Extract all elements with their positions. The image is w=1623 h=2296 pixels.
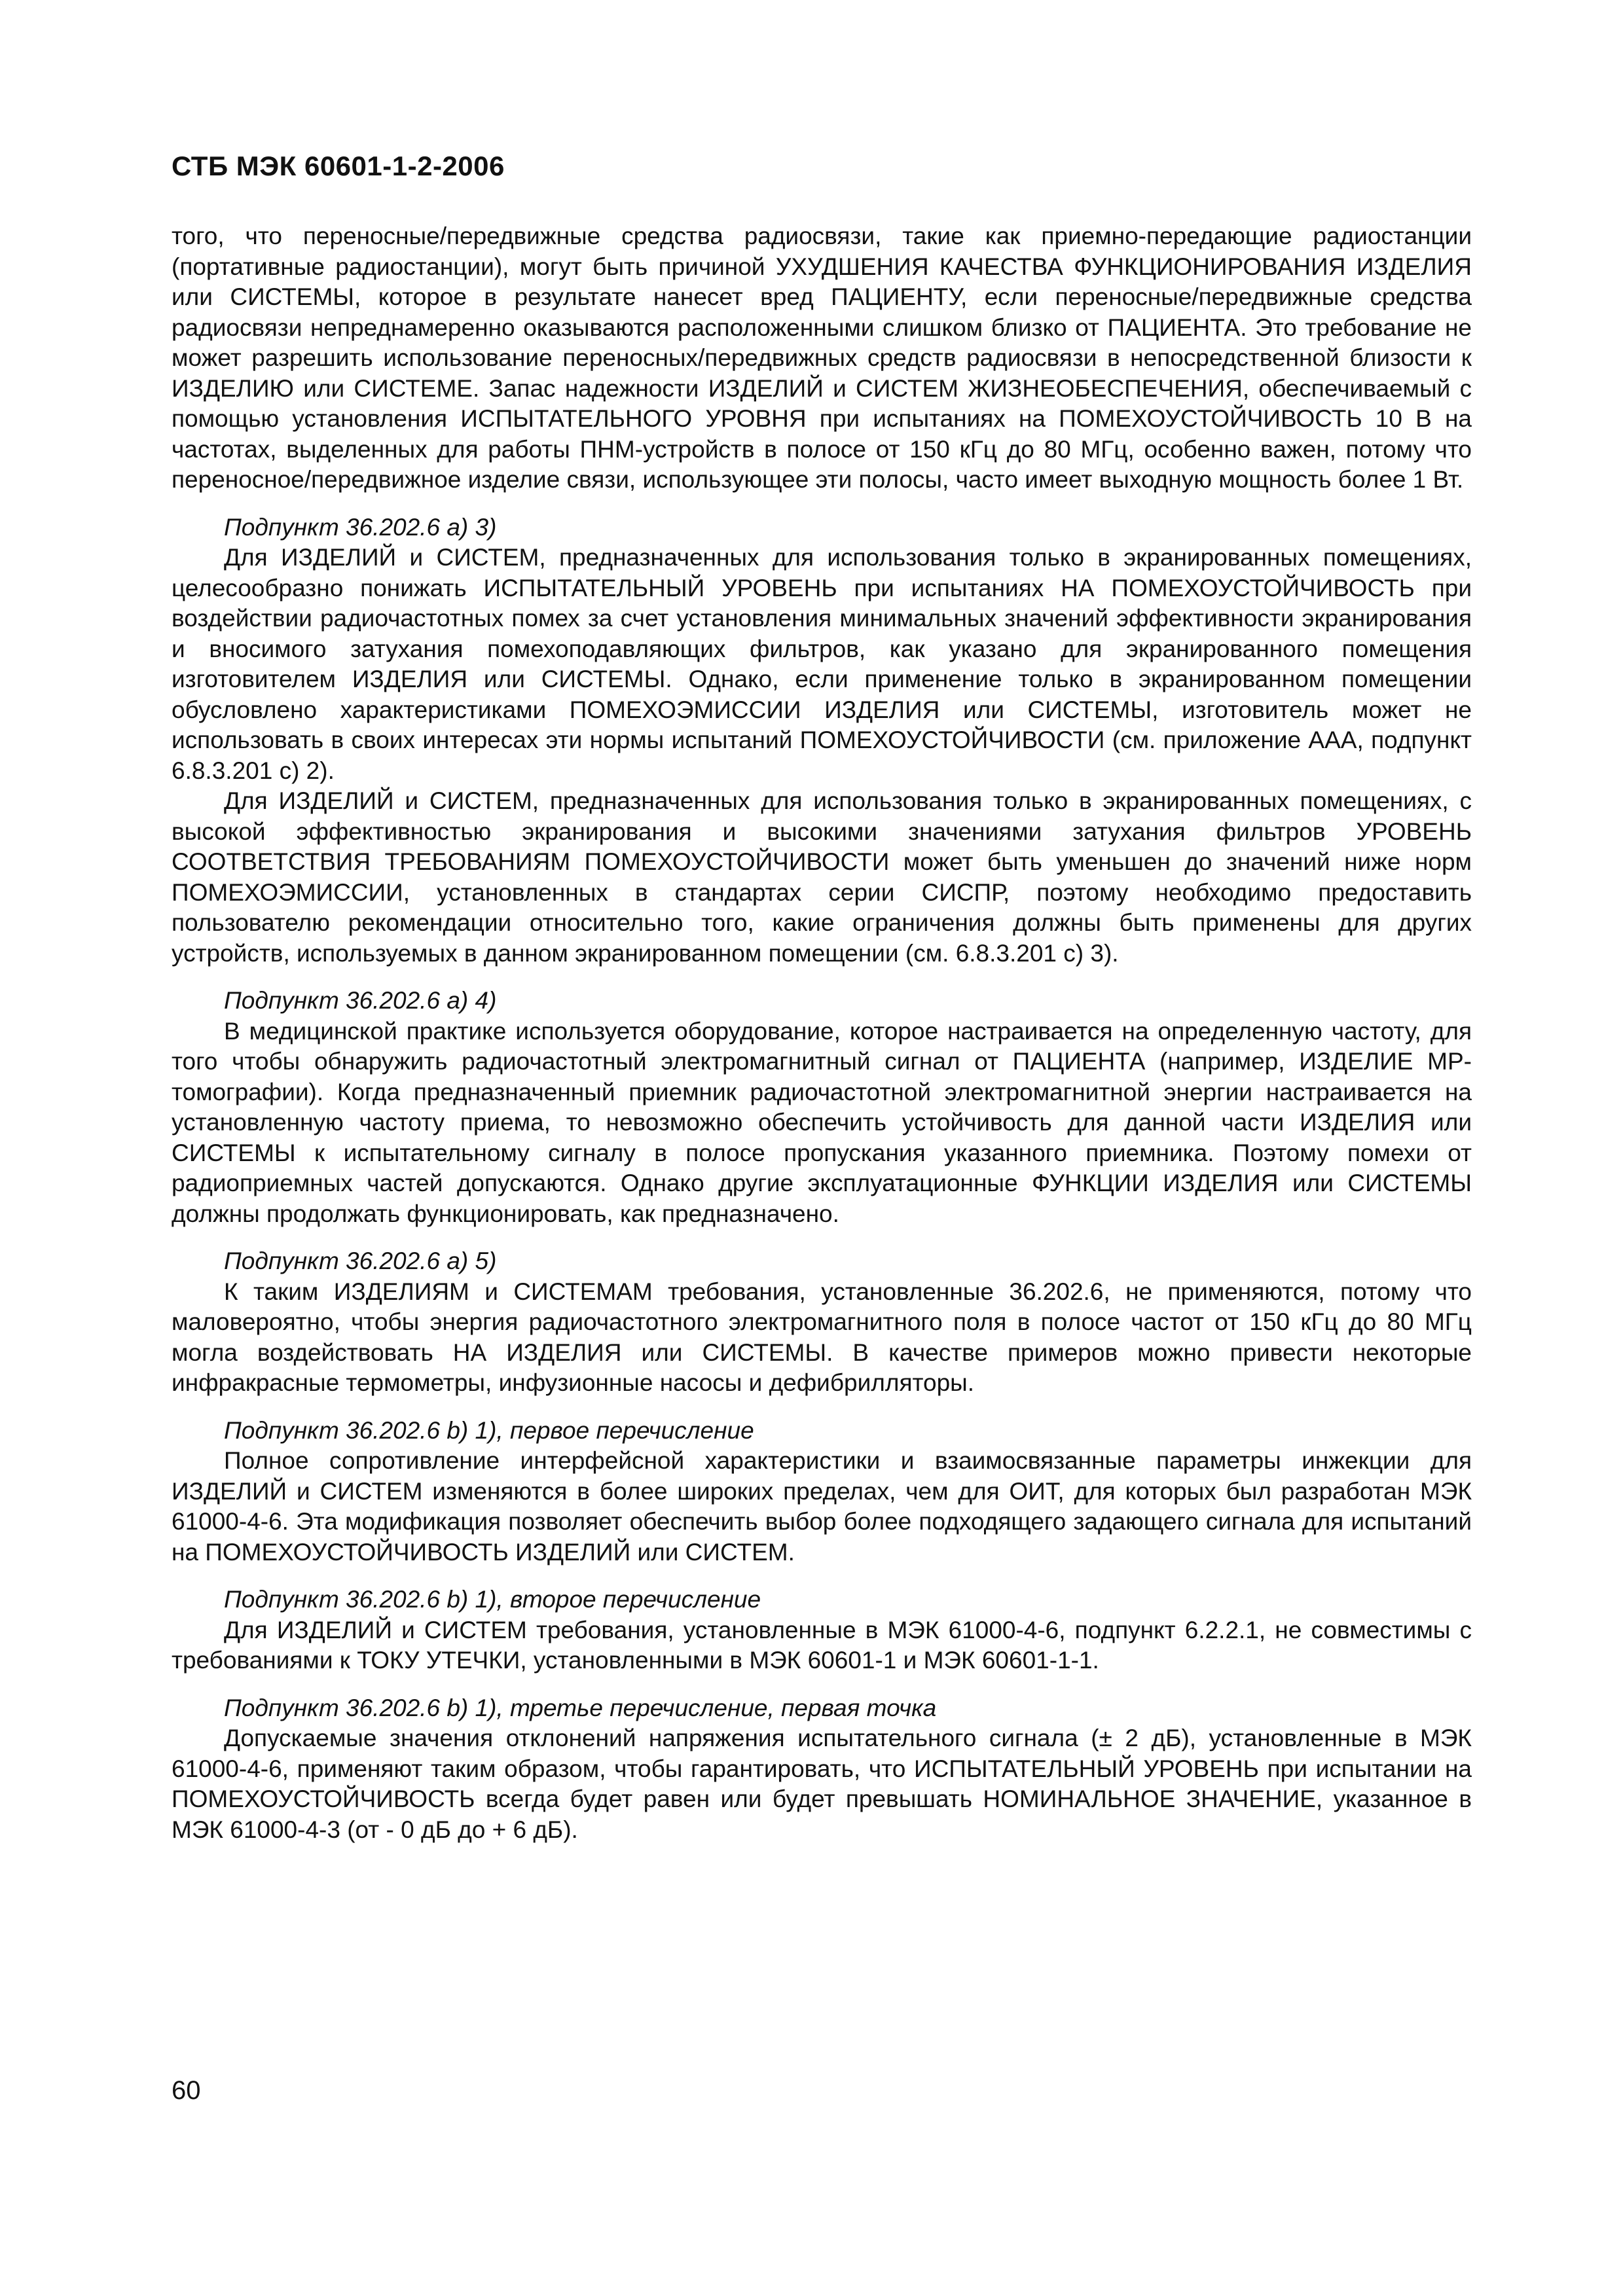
section-36-202-6-a3 [172,512,1472,969]
section-paragraph: Полное сопротивление интерфейсной характеристики и взаимосвязанные параметры инжекции для ИЗДЕЛИЙ и СИСТЕМ изменяются в более широких пределах, чем для ОИТ, для которых был разработан МЭК 61000-4-6. Эта модификация позволяет обеспечить выбор более подходящего задающего сигнала для испытаний на ПОМЕХОУСТОЙЧИВОСТЬ ИЗДЕЛИЙ или СИСТЕМ. [172,1447,1472,1566]
section-heading: Подпункт 36.202.6 b) 1), первое перечисление [224,1416,754,1444]
section-36-202-6-b1-second [172,1585,1472,1676]
section-heading: Подпункт 36.202.6 a) 3) [224,513,497,541]
section-paragraph: В медицинской практике используется оборудование, которое настраивается на определенную частоту, для того чтобы обнаружить радиочастотный электромагнитный сигнал от ПАЦИЕНТА (например, ИЗДЕЛИЕ МР-томографии). Когда предназначенный приемник радиочастотной электромагнитной энергии настраивается на установленную частоту приема, то невозможно обеспечить устойчивость для данной части ИЗДЕЛИЯ или СИСТЕМЫ к испытательному сигналу в полосе пропускания указанного приемника. Поэтому помехи от радиоприемных частей допускаются. Однако другие эксплуатационные ФУНКЦИИ ИЗДЕЛИЯ или СИСТЕМЫ должны продолжать функционировать, как предназначено. [172,1017,1472,1227]
section-36-202-6-b1-first [172,1416,1472,1568]
document-page [172,151,1472,1845]
section-heading: Подпункт 36.202.6 b) 1), третье перечисление, первая точка [224,1694,937,1721]
document-header: СТБ МЭК 60601-1-2-2006 [172,151,505,181]
section-heading: Подпункт 36.202.6 a) 4) [224,987,497,1014]
section-36-202-6-b1-third [172,1693,1472,1846]
section-heading: Подпункт 36.202.6 b) 1), второе перечисление [224,1586,761,1613]
section-paragraph: Для ИЗДЕЛИЙ и СИСТЕМ, предназначенных для использования только в экранированных помещениях, с высокой эффективностью экранирования и высокими значениями затухания фильтров УРОВЕНЬ СООТВЕТСТВИЯ ТРЕБОВАНИЯМ ПОМЕХОУСТОЙЧИВОСТИ может быть уменьшен до значений ниже норм ПОМЕХОЭМИССИИ, установленных в стандартах серии СИСПР, поэтому необходимо предоставить пользователю рекомендации относительно того, какие ограничения должны быть применены для других устройств, используемых в данном экранированном помещении (см. 6.8.3.201 с) 3). [172,787,1472,967]
section-paragraph: Для ИЗДЕЛИЙ и СИСТЕМ требования, установленные в МЭК 61000-4-6, подпункт 6.2.2.1, не совместимы с требованиями к ТОКУ УТЕЧКИ, установленными в МЭК 60601-1 и МЭК 60601-1-1. [172,1616,1472,1674]
section-paragraph: Допускаемые значения отклонений напряжения испытательного сигнала (± 2 дБ), установленные в МЭК 61000-4-6, применяют таким образом, чтобы гарантировать, что ИСПЫТАТЕЛЬНЫЙ УРОВЕНЬ при испытании на ПОМЕХОУСТОЙЧИВОСТЬ всегда будет равен или будет превышать НОМИНАЛЬНОЕ ЗНАЧЕНИЕ, указанное в МЭК 61000-4-3 (от - 0 дБ до + 6 дБ). [172,1725,1472,1843]
section-36-202-6-a5 [172,1246,1472,1399]
section-36-202-6-a4 [172,986,1472,1229]
section-paragraph: К таким ИЗДЕЛИЯМ и СИСТЕМАМ требования, установленные 36.202.6, не применяются, потому что маловероятно, чтобы энергия радиочастотного электромагнитного поля в полосе частот от 150 кГц до 80 МГц могла воздействовать НА ИЗДЕЛИЯ или СИСТЕМЫ. В качестве примеров можно привести некоторые инфракрасные термометры, инфузионные насосы и дефибрилляторы. [172,1278,1472,1396]
page-number: 60 [172,2076,201,2105]
section-heading: Подпункт 36.202.6 a) 5) [224,1247,497,1274]
section-paragraph: Для ИЗДЕЛИЙ и СИСТЕМ, предназначенных для использования только в экранированных помещениях, целесообразно понижать ИСПЫТАТЕЛЬНЫЙ УРОВЕНЬ при испытаниях НА ПОМЕХОУСТОЙЧИВОСТЬ при воздействии радиочастотных помех за счет установления минимальных значений эффективности экранирования и вносимого затухания помехоподавляющих фильтров, как указано для экранированного помещения изготовителем ИЗДЕЛИЯ или СИСТЕМЫ. Однако, если применение только в экранированном помещении обусловлено характеристиками ПОМЕХОЭМИССИИ ИЗДЕЛИЯ или СИСТЕМЫ, изготовитель может не использовать в своих интересах эти нормы испытаний ПОМЕХОУСТОЙЧИВОСТИ (см. приложение ААА, подпункт 6.8.3.201 с) 2). [172,544,1472,784]
document-body [172,221,1472,1845]
intro-paragraph: того, что переносные/передвижные средства радиосвязи, такие как приемно-передающие радиостанции (портативные радиостанции), могут быть причиной УХУДШЕНИЯ КАЧЕСТВА ФУНКЦИОНИРОВАНИЯ ИЗДЕЛИЯ или СИСТЕМЫ, которое в результате нанесет вред ПАЦИЕНТУ, если переносные/передвижные средства радиосвязи непреднамеренно оказываются расположенными слишком близко от ПАЦИЕНТА. Это требование не может разрешить использование переносных/передвижных средств радиосвязи в непосредственной близости к ИЗДЕЛИЮ или СИСТЕМЕ. Запас надежности ИЗДЕЛИЙ и СИСТЕМ ЖИЗНЕОБЕСПЕЧЕНИЯ, обеспечиваемый с помощью установления ИСПЫТАТЕЛЬНОГО УРОВНЯ при испытаниях на ПОМЕХОУСТОЙЧИВОСТЬ 10 В на частотах, выделенных для работы ПНМ-устройств в полосе от 150 кГц до 80 МГц, особенно важен, потому что переносное/передвижное изделие связи, использующее эти полосы, часто имеет выходную мощность более 1 Вт. [172,223,1472,493]
